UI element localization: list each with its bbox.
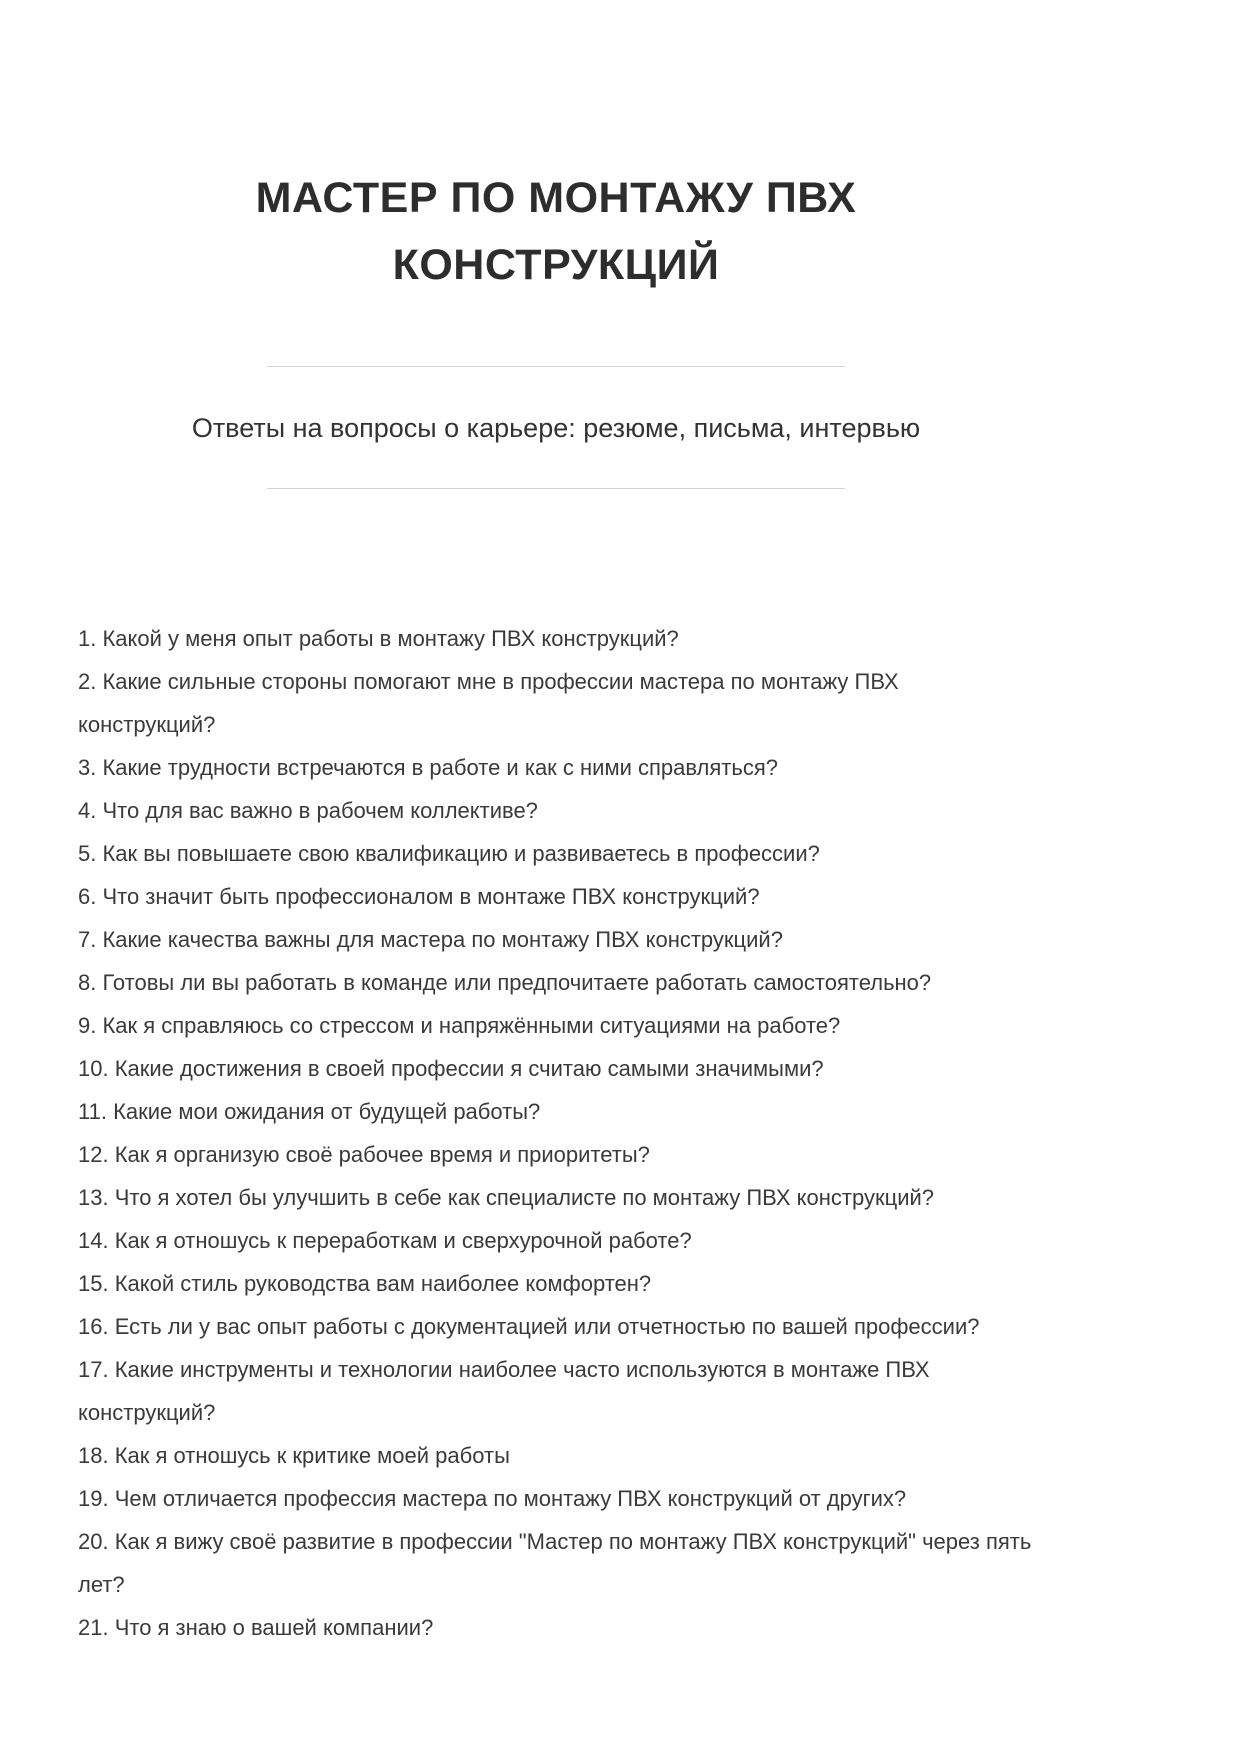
question-item: 5. Как вы повышаете свою квалификацию и развиваетесь в профессии? <box>78 841 820 867</box>
question-item: 2. Какие сильные стороны помогают мне в профессии мастера по монтажу ПВХ конструкций? <box>78 669 899 738</box>
question-item: 19. Чем отличается профессия мастера по монтажу ПВХ конструкций от других? <box>78 1486 907 1512</box>
question-item: 16. Есть ли у вас опыт работы с документацией или отчетностью по вашей профессии? <box>78 1314 980 1340</box>
page-subtitle: Ответы на вопросы о карьере: резюме, письма, интервью <box>191 413 921 444</box>
question-item: 10. Какие достижения в своей профессии я считаю самыми значимыми? <box>78 1056 824 1082</box>
question-item: 14. Как я отношусь к переработкам и сверхурочной работе? <box>78 1228 692 1254</box>
question-item: 9. Как я справляюсь со стрессом и напряжёнными ситуациями на работе? <box>78 1013 841 1039</box>
divider-top <box>267 366 845 367</box>
document-page <box>78 0 1034 1649</box>
question-item: 11. Какие мои ожидания от будущей работы? <box>78 1099 541 1125</box>
question-item: 8. Готовы ли вы работать в команде или предпочитаете работать самостоятельно? <box>78 970 932 996</box>
question-item: 1. Какой у меня опыт работы в монтажу ПВХ конструкций? <box>78 626 679 652</box>
page-title: МАСТЕР ПО МОНТАЖУ ПВХ КОНСТРУКЦИЙ <box>255 174 857 289</box>
question-item: 12. Как я организую своё рабочее время и приоритеты? <box>78 1142 650 1168</box>
question-item: 21. Что я знаю о вашей компании? <box>78 1615 434 1641</box>
question-item: 6. Что значит быть профессионалом в монтаже ПВХ конструкций? <box>78 884 760 910</box>
questions-list <box>78 617 1034 1649</box>
question-item: 20. Как я вижу своё развитие в профессии "Мастер по монтажу ПВХ конструкций" через пять лет? <box>78 1529 1032 1598</box>
question-item: 15. Какой стиль руководства вам наиболее комфортен? <box>78 1271 652 1297</box>
question-item: 4. Что для вас важно в рабочем коллективе? <box>78 798 538 824</box>
question-item: 7. Какие качества важны для мастера по монтажу ПВХ конструкций? <box>78 927 783 953</box>
question-item: 13. Что я хотел бы улучшить в себе как специалисте по монтажу ПВХ конструкций? <box>78 1185 935 1211</box>
question-item: 3. Какие трудности встречаются в работе и как с ними справляться? <box>78 755 778 781</box>
question-item: 18. Как я отношусь к критике моей работы <box>78 1443 510 1469</box>
divider-bottom <box>267 488 845 489</box>
question-item: 17. Какие инструменты и технологии наиболее часто используются в монтаже ПВХ конструкций? <box>78 1357 930 1426</box>
